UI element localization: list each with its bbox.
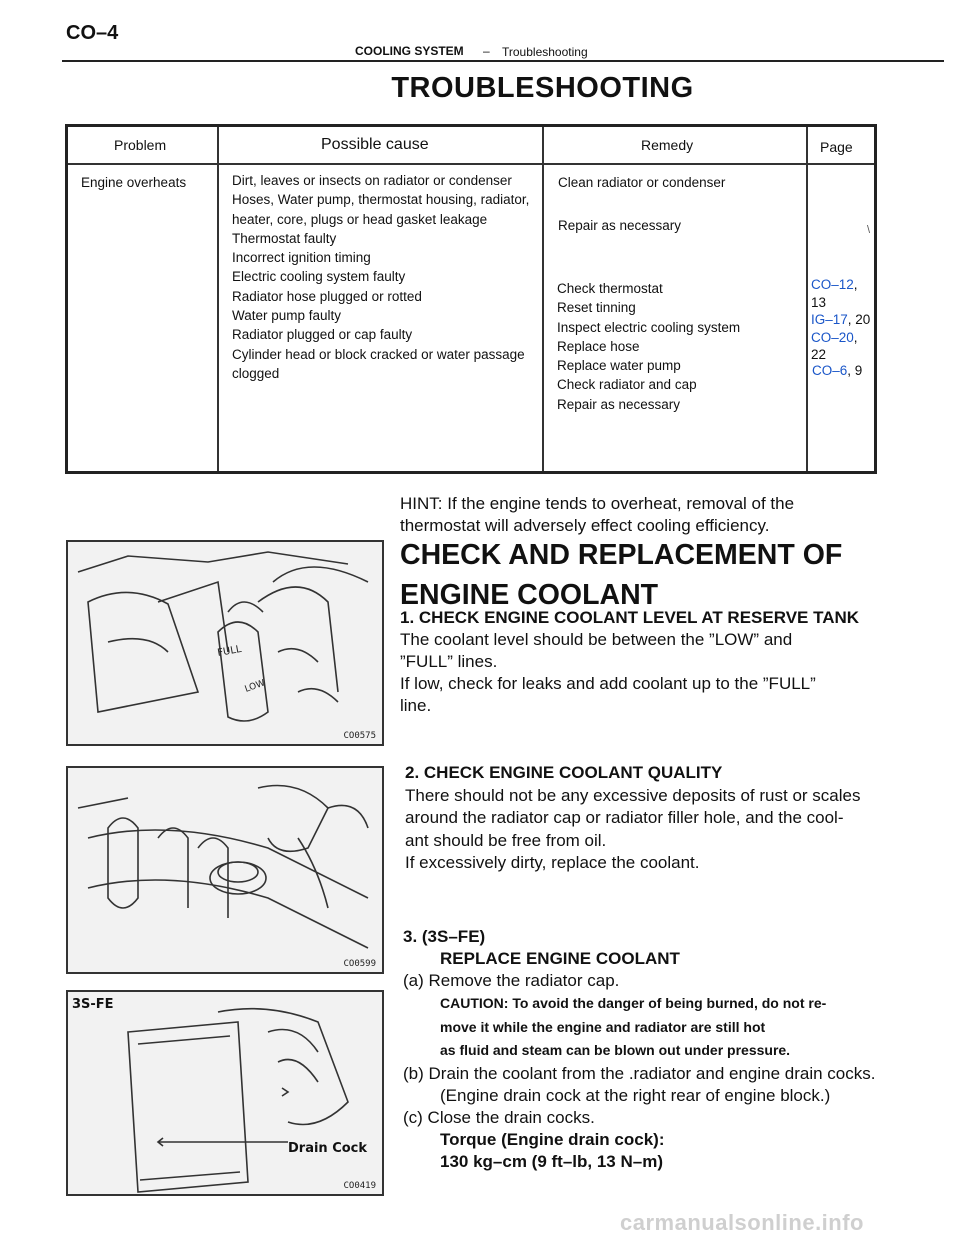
step-1-heading: 1. CHECK ENGINE COOLANT LEVEL AT RESERVE TANK: [400, 608, 860, 627]
header-problem: Problem: [114, 137, 167, 153]
caution-note: CAUTION: To avoid the danger of being burned, do not re- move it while the engine and radiator are still hot as fluid and steam can be blown out under pressure.: [440, 995, 827, 1058]
remedy-line: Repair as necessary: [557, 396, 681, 412]
step-3: 3. (3S–FE) REPLACE ENGINE COOLANT (a) Remove the radiator cap. CAUTION: To avoid the danger of being burned, do not re- move it while the engine and radiator are still hot as fluid and steam can be blown out under pressure. (b) Drain the coolant from the .radiator and engine drain cocks. (Engine drain cock at the right rear of engine block.) (c) Close the drain cocks. Torque (Engine drain cock): 130 kg–cm (9 ft–lb, 13 N–m): [403, 926, 933, 1173]
section-label: COOLING SYSTEM: [355, 44, 464, 58]
full-mark: FULL: [216, 643, 243, 659]
engine-label: 3S-FE: [72, 997, 114, 1012]
step-3-subheading: REPLACE ENGINE COOLANT: [440, 949, 680, 968]
cause-line: clogged: [232, 365, 280, 381]
column-divider: [806, 127, 808, 471]
troubleshooting-table: [65, 124, 877, 474]
cause-line: Cylinder head or block cracked or water passage: [232, 346, 525, 362]
low-mark: LOW: [243, 678, 267, 695]
page-link-co6[interactable]: CO–6: [812, 363, 848, 378]
causes-cell: [232, 171, 544, 383]
drain-cock-figure: [66, 990, 384, 1196]
figure-code: CO0599: [343, 959, 376, 969]
step-3-heading: 3. (3S–FE): [403, 927, 486, 946]
remedy-line: Check thermostat: [557, 281, 663, 296]
page-ref-co6: CO–6, 9: [812, 363, 863, 378]
torque-spec: Torque (Engine drain cock):: [440, 1129, 665, 1149]
remedies-cell: [557, 279, 740, 414]
section-heading: CHECK AND REPLACEMENT OF ENGINE COOLANT: [400, 539, 843, 611]
page-title: TROUBLESHOOTING: [391, 72, 694, 104]
cause-line: Thermostat faulty: [232, 230, 337, 246]
radiator-cap-illustration: [68, 768, 382, 972]
step-2: 2. CHECK ENGINE COOLANT QUALITY There should not be any excessive deposits of rust or scales around the radiator cap or radiator filler hole, and the cool- ant should be free from oil. If excessively dirty, replace the coolant.: [405, 762, 925, 875]
header-remedy: Remedy: [641, 137, 694, 153]
cause-line: Electric cooling system faulty: [232, 269, 406, 285]
cause-line: heater, core, plugs or head gasket leakage: [232, 211, 488, 227]
cause-line: Hoses, Water pump, thermostat housing, radiator,: [232, 192, 530, 208]
figure-code: CO0575: [343, 731, 376, 741]
remedy-line: Repair as necessary: [558, 218, 682, 233]
remedy-line: Replace water pump: [557, 358, 681, 374]
torque-value: 130 kg–cm (9 ft–lb, 13 N–m): [440, 1151, 663, 1171]
table-header-row: [68, 127, 874, 165]
figure-code: CO0419: [343, 1181, 376, 1191]
header-possible-cause: Possible cause: [321, 136, 429, 153]
drain-cock-illustration: [68, 992, 382, 1194]
stray-mark: \: [867, 224, 871, 236]
header-page: Page: [820, 139, 853, 155]
radiator-cap-figure: [66, 766, 384, 974]
cause-line: Water pump faulty: [232, 308, 342, 324]
page-number: CO–4: [66, 22, 119, 44]
page-link-co12[interactable]: CO–12: [811, 277, 854, 292]
remedy-line: Inspect electric cooling system: [557, 319, 741, 335]
cause-line: Radiator hose plugged or rotted: [232, 288, 422, 304]
watermark: carmanualsonline.info: [620, 1210, 864, 1235]
step-1: 1. CHECK ENGINE COOLANT LEVEL AT RESERVE TANK The coolant level should be between the ”LOW” and ”FULL” lines. If low, check for leaks and add coolant up to the ”FULL” line.: [400, 607, 920, 717]
cause-line: Incorrect ignition timing: [232, 250, 371, 266]
header-rule: [62, 60, 944, 62]
hint-text: HINT: If the engine tends to overheat, removal of the thermostat will adversely effect cooling efficiency.: [400, 494, 795, 535]
cause-line: Radiator plugged or cap faulty: [232, 327, 413, 343]
page-link-co20[interactable]: CO–20: [811, 329, 854, 345]
step-2-heading: 2. CHECK ENGINE COOLANT QUALITY: [405, 763, 723, 782]
page-refs: CO–12, 13 IG–17, 20 CO–20, 22: [811, 277, 871, 362]
subsection-label: Troubleshooting: [502, 45, 588, 59]
remedy-line: Check radiator and cap: [557, 377, 697, 393]
page-link-ig17[interactable]: IG–17: [811, 312, 848, 327]
remedy-line: Replace hose: [557, 338, 640, 354]
header-separator: –: [483, 44, 490, 58]
drain-cock-callout: Drain Cock: [288, 1141, 368, 1156]
reserve-tank-illustration: [68, 542, 382, 744]
reserve-tank-figure: [66, 540, 384, 746]
cause-line: Dirt, leaves or insects on radiator or condenser: [232, 173, 512, 188]
column-divider: [217, 127, 219, 471]
remedy-line: Clean radiator or condenser: [558, 175, 726, 190]
problem-cell: Engine overheats: [81, 175, 187, 190]
remedy-line: Reset tinning: [557, 300, 636, 316]
